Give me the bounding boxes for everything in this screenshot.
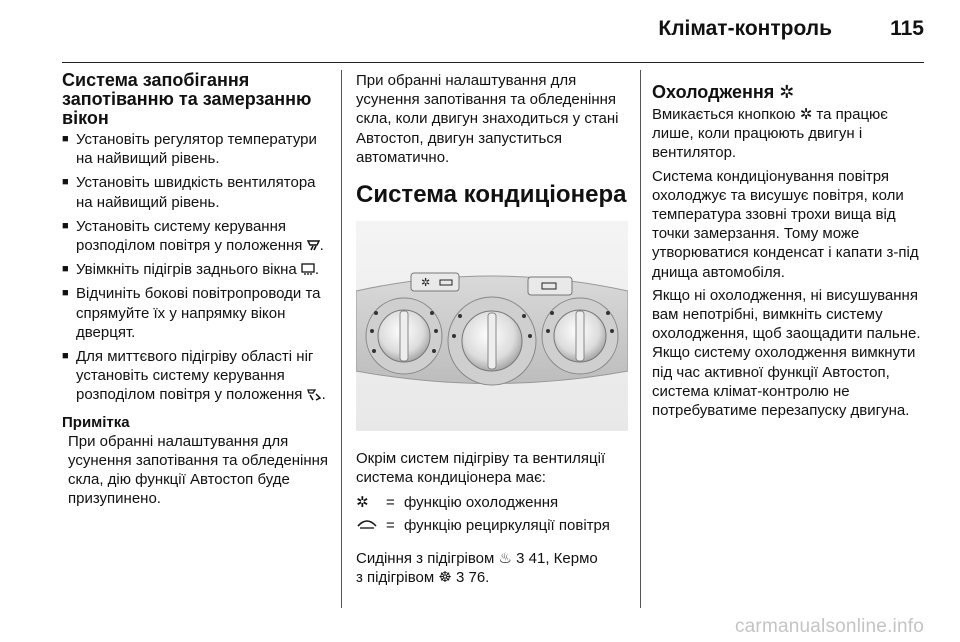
fan-knob-grip (488, 313, 496, 369)
snowflake-icon: ✲ (779, 82, 795, 102)
note-title: Примітка (62, 413, 130, 431)
recirculation-button (528, 277, 572, 295)
header-divider (62, 62, 924, 63)
windscreen-airflow-icon (307, 239, 320, 252)
step-side-vents: ■ Відчиніть бокові повітропроводи та спрямуйте їх у напрямку вікон дверцят. (62, 284, 332, 342)
cooling-paragraph-2: Система кондиціонування повітря охолоджує та висушує повітря, коли температура ззовні трохи вища від точки замерзання. Тому може утворюватися конденсат і капати з-під днища автомобіля. (652, 167, 919, 281)
windscreen-footwell-airflow-icon (307, 388, 322, 401)
ac-button-snowflake: ✲ (421, 276, 431, 290)
page-number: 115 (890, 17, 924, 40)
page-header-title: Клімат-контроль (658, 17, 832, 40)
watermark: carmanualsonline.info (734, 616, 924, 637)
cooling-paragraph-3: Якщо ні охолодження, ні висушування вам непотрібні, вимкніть систему охолодження, щоб заощадити пальне. Якщо систему охолодження вимкнути під час активної функції Автостоп, система клімат-контролю не потребуватиме перезапуску двигуна. (652, 286, 921, 420)
step-fan-speed: ■ Установіть швидкість вентилятора на найвищий рівень. (62, 173, 332, 211)
step-rear-window-heat: ■ Увімкніть підігрів заднього вікна . (62, 260, 332, 279)
defog-heading: Система запобігання запотіванню та замерзанню вікон (62, 70, 312, 128)
step-footwell-heat: ■ Для миттєвого підігріву області ніг установіть систему керування розподілом повітря у положення . (62, 347, 332, 405)
heated-seat-icon: ♨ (498, 549, 512, 567)
snowflake-icon: ✲ (356, 494, 369, 512)
defog-steps (62, 130, 332, 405)
figure-caption: Окрім систем підігріву та вентиляції система кондиціонера має: (356, 450, 606, 487)
step-temperature: ■ Установіть регулятор температури на найвищий рівень. (62, 130, 332, 168)
xref-heated-steering[interactable]: 76. (468, 569, 490, 587)
cooling-paragraph-1: Вмикається кнопкою ✲ та працює лише, коли працюють двигун і вентилятор. (652, 106, 888, 162)
cooling-heading: Охолодження ✲ (652, 82, 795, 102)
temperature-knob-grip (400, 311, 408, 361)
legend-row-recirculation: = функцію рециркуляції повітря (356, 516, 628, 535)
column-defog (62, 71, 332, 509)
legend-row-cooling: ✲ = функцію охолодження (356, 494, 559, 512)
rear-window-heater-icon (301, 263, 315, 276)
column-air-conditioning (356, 71, 628, 587)
step-air-distribution: ■ Установіть систему керування розподілом повітря у положення . (62, 217, 332, 255)
column-divider-left (341, 70, 342, 608)
climate-control-panel-figure (356, 221, 628, 431)
column-cooling (652, 83, 924, 424)
ac-heading: Система кондиціонера (356, 181, 627, 209)
recirculation-icon (356, 516, 386, 535)
xref-arrow-icon: 3 (455, 569, 465, 587)
xref-heated-seats[interactable]: 41, Кермо (528, 549, 598, 567)
climate-panel-illustration (356, 221, 628, 431)
heated-steering-wheel-icon: ☸ (438, 569, 452, 587)
autostop-intro: При обранні налаштування для усунення запотівання та обледеніння скла, коли двигун знаходиться у стані Автостоп, двигун запуститься автоматично. (356, 72, 619, 166)
column-divider-right (640, 70, 641, 608)
cross-references: Сидіння з підігрівом ♨ 3 41, Кермо з підігрівом ☸ 3 76. (356, 549, 598, 587)
xref-arrow-icon: 3 (516, 549, 525, 567)
distribution-knob-grip (576, 311, 584, 361)
note-text: При обранні налаштування для усунення запотівання та обледеніння скла, дію функції Автостоп буде призупинено. (68, 432, 329, 508)
